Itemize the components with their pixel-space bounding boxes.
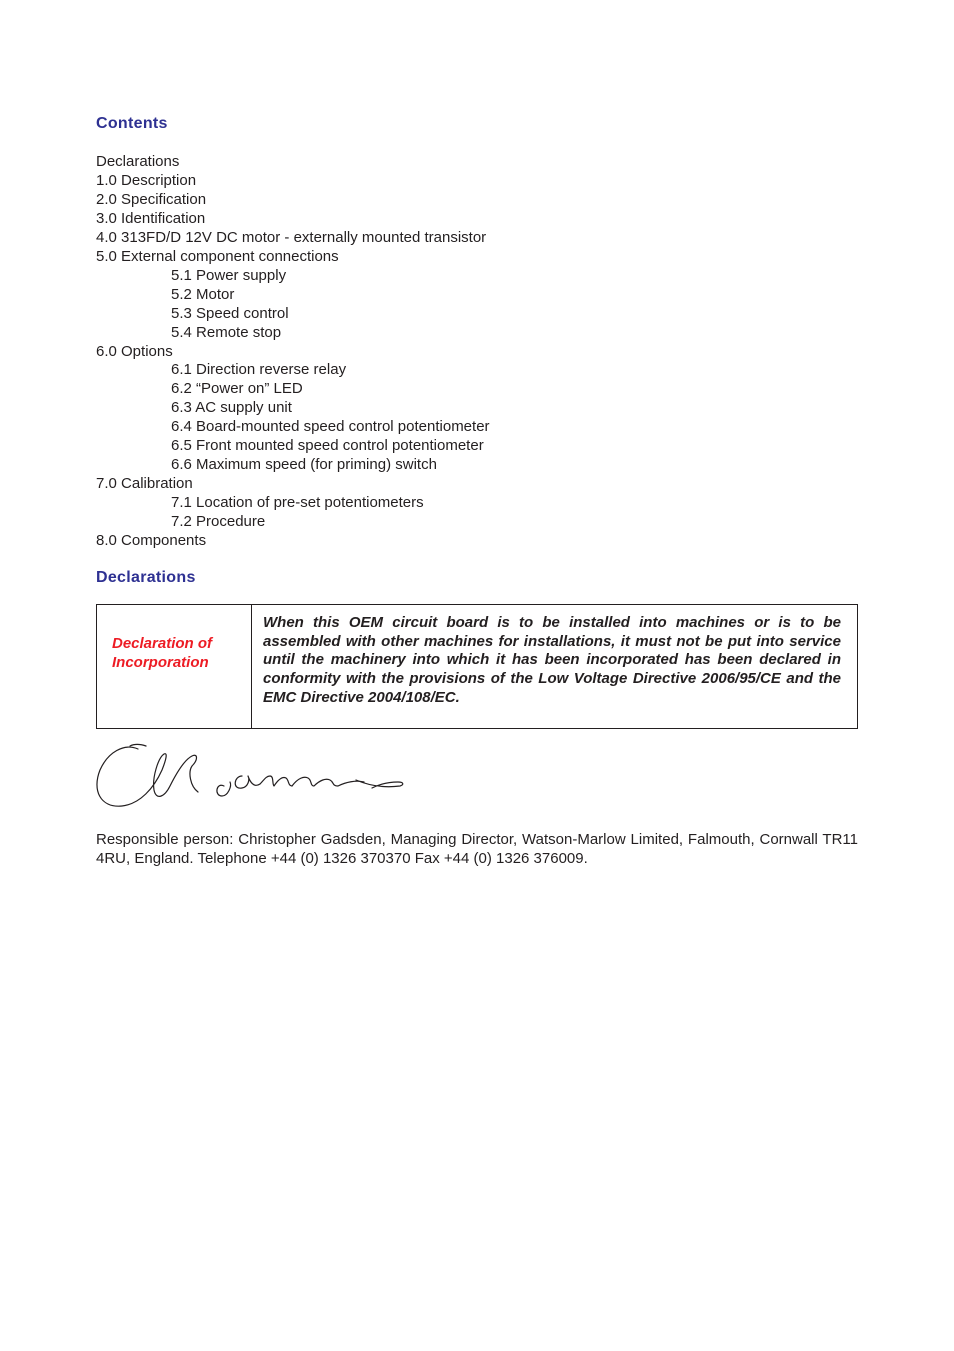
declaration-text: When this OEM circuit board is to be installed into machines or is to be assembled with other machines for installations, it must not be put into service until the machinery into which it has been incorporated has been declared in conformity with the provisions of the Low Voltage Directive 2006/95/CE and the EMC Directive 2004/108/EC.: [263, 614, 841, 706]
toc-subitem: 7.1 Location of pre-set potentiometers: [171, 494, 424, 512]
table-of-contents: [96, 153, 490, 551]
toc-item: Declarations: [96, 153, 180, 170]
toc-item: 5.0 External component connections: [96, 247, 339, 265]
toc-subitem: 5.1 Power supply: [171, 266, 287, 284]
declaration-label: Declaration of Incorporation: [97, 605, 252, 728]
toc-subitem: 6.6 Maximum speed (for priming) switch: [171, 456, 437, 474]
toc-item: 6.0 Options: [96, 342, 173, 360]
responsible-person-text: Responsible person: Christopher Gadsden, Managing Director, Watson-Marlow Limited, Falmouth, Cornwall TR11 4RU, England. Telephone +44 (0) 1326 370370 Fax +44 (0) 1326 376009.: [96, 831, 858, 867]
toc-subitem: 6.2 “Power on” LED: [171, 380, 303, 398]
toc-subitem: 6.4 Board-mounted speed control potentiometer: [171, 418, 490, 436]
toc-subitem: 6.5 Front mounted speed control potentiometer: [171, 437, 484, 455]
toc-item: 8.0 Components: [96, 532, 207, 550]
signature-image: [94, 742, 406, 812]
declaration-table: [96, 604, 858, 729]
toc-subitem: 5.2 Motor: [171, 285, 235, 303]
toc-subitem: 6.1 Direction reverse relay: [171, 361, 347, 379]
toc-item: 4.0 313FD/D 12V DC motor - externally mounted transistor: [96, 228, 487, 246]
toc-subitem: 5.3 Speed control: [171, 304, 289, 322]
toc-item: 3.0 Identification: [96, 209, 206, 227]
toc-item: 2.0 Specification: [96, 190, 207, 208]
contents-heading: Contents: [96, 115, 168, 132]
toc-item: 7.0 Calibration: [96, 475, 193, 493]
toc-subitem: 7.2 Procedure: [171, 513, 266, 531]
toc-subitem: 5.4 Remote stop: [171, 323, 282, 341]
declarations-heading: Declarations: [96, 569, 196, 586]
toc-subitem: 6.3 AC supply unit: [171, 399, 292, 417]
toc-item: 1.0 Description: [96, 171, 197, 189]
